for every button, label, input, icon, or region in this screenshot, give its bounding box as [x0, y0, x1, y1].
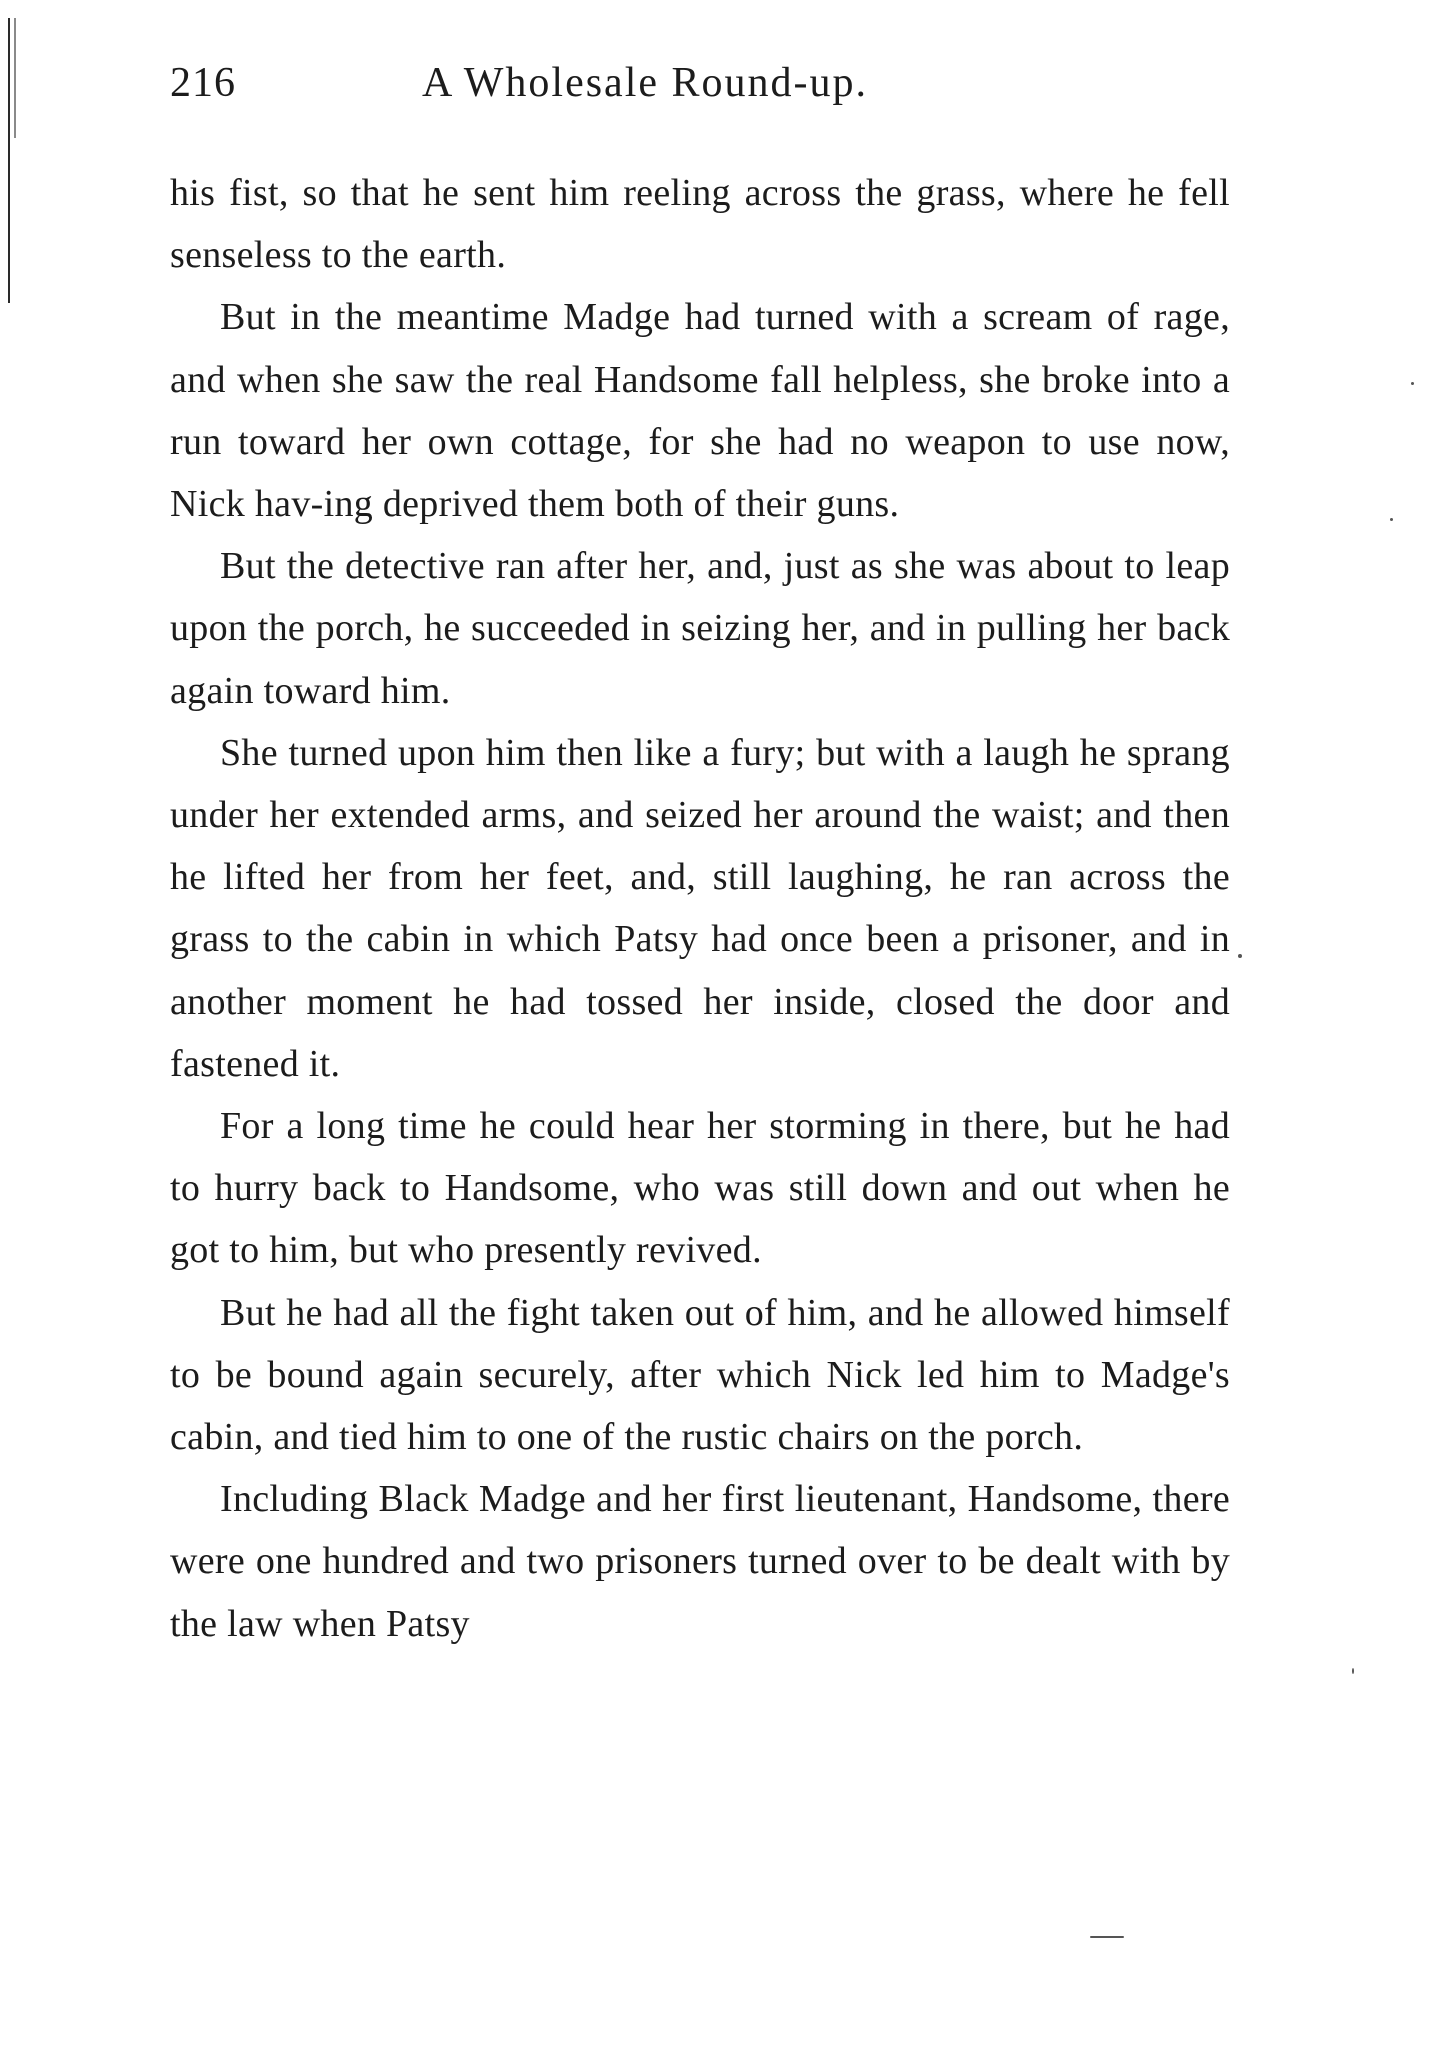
paragraph: For a long time he could hear her storming in there, but he had to hurry back to Handsome, who was still down and out when he got to him, but who presently revived.	[170, 1105, 1230, 1272]
scan-speck	[1352, 1668, 1354, 1674]
book-page	[170, 52, 1230, 1655]
paragraph: Including Black Madge and her first lieutenant, Handsome, there were one hundred and two prisoners turned over to be dealt with by the law when Patsy	[170, 1478, 1230, 1645]
running-head	[170, 52, 1230, 114]
paragraph: She turned upon him then like a fury; but with a laugh he sprang under her extended arms, and seized her around the waist; and then he lifted her from her feet, and, still laughing, he ran across the grass to the cabin in which Patsy had once been a prisoner, and in another moment he had tossed her inside, closed the door and fastened it.	[170, 731, 1230, 1085]
scan-speck	[1390, 518, 1393, 521]
scan-speck	[1411, 382, 1414, 385]
binding-edge-line	[8, 18, 10, 303]
body-text	[170, 162, 1230, 1655]
running-title: A Wholesale Round-up.	[422, 60, 869, 106]
binding-edge-line-faint	[14, 18, 16, 138]
scan-speck	[1238, 954, 1242, 958]
paragraph: But in the meantime Madge had turned with a scream of rage, and when she saw the real Handsome fall helpless, she broke into a run toward her own cottage, for she had no weapon to use now, Nick hav-ing deprived them both of their guns.	[170, 296, 1230, 526]
scan-speck	[1090, 1936, 1124, 1938]
paragraph: his fist, so that he sent him reeling across the grass, where he fell senseless to the earth.	[170, 172, 1230, 277]
page-number: 216	[170, 60, 236, 106]
paragraph: But the detective ran after her, and, just as she was about to leap upon the porch, he succeeded in seizing her, and in pulling her back again toward him.	[170, 545, 1230, 712]
paragraph: But he had all the fight taken out of him, and he allowed himself to be bound again securely, after which Nick led him to Madge's cabin, and tied him to one of the rustic chairs on the porch.	[170, 1291, 1230, 1459]
